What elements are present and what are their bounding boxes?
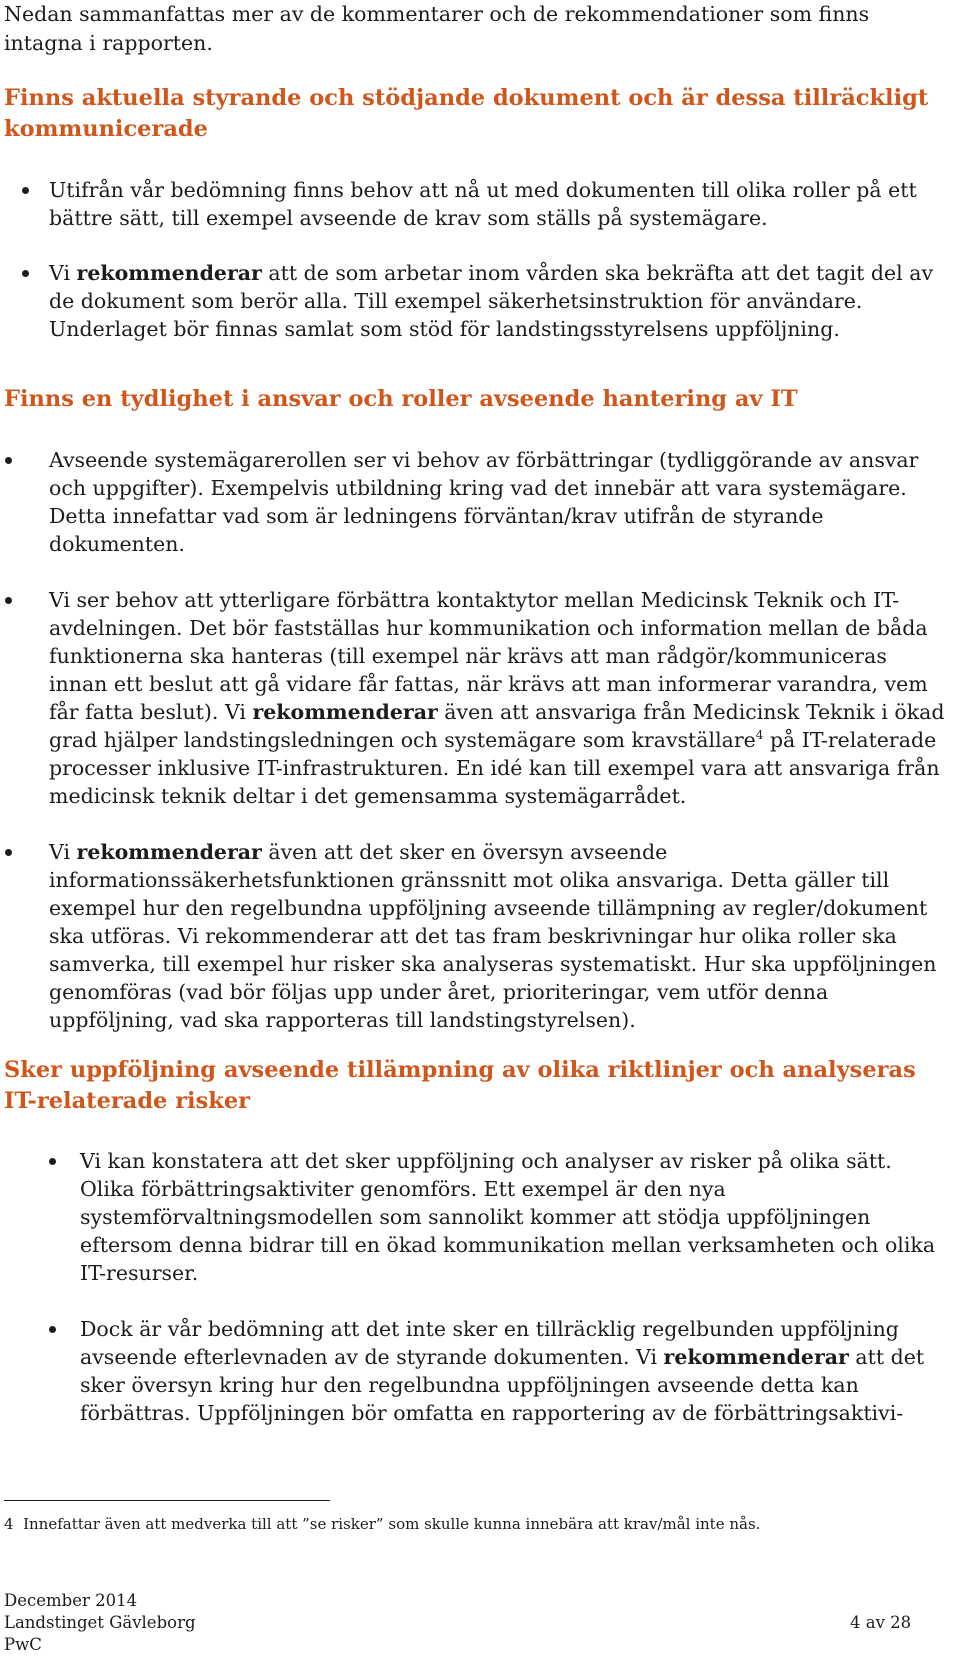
bullet-icon [5, 849, 12, 856]
footnote-reference: 4 [755, 728, 764, 743]
footnote [4, 1514, 944, 1534]
section-documents-list [0, 176, 950, 343]
bullet-text: Avseende systemägarerollen ser vi behov av förbättringar (tydliggörande av ansvar och uppgifter). Exempelvis utbildning kring vad det innebär att vara systemägare. Detta innefattar vad som är ledningens förväntan/krav utifrån de styrande dokumenten. [49, 448, 919, 556]
bullet-icon [5, 597, 12, 604]
list-item [0, 1315, 950, 1427]
footnote-text: Innefattar även att medverka till att ”se risker” som skulle kunna innebära att krav/mål inte nås. [23, 1515, 761, 1533]
bullet-text: Vi rekommenderar att de som arbetar inom vården ska bekräfta att det tagit del av de dokument som berör alla. Till exempel säkerhetsinstruktion för användare. Underlaget bör finnas samlat som stöd för landstingsstyrelsens uppföljning. [49, 261, 934, 341]
footnote-divider [4, 1500, 330, 1501]
emphasis-recommend: rekommenderar [76, 840, 262, 864]
section-heading-roles: Finns en tydlighet i ansvar och roller avseende hantering av IT [4, 386, 798, 412]
bullet-text: Vi kan konstatera att det sker uppföljning och analyser av risker på olika sätt. Olika förbättringsaktiviter genomförs. Ett exempel är den nya systemförvaltningsmodellen som sannolikt kommer att stödja uppföljningen eftersom denna bidrar till en ökad kommunikation mellan verksamheten och olika IT-resurser. [80, 1149, 936, 1285]
footer-organization: Landstinget Gävleborg [4, 1613, 196, 1632]
section-roles-list [0, 446, 950, 1034]
bullet-icon [22, 270, 29, 277]
bullet-text: Utifrån vår bedömning finns behov att nå ut med dokumenten till olika roller på ett bättre sätt, till exempel avseende de krav som ställs på systemägare. [49, 178, 917, 230]
bullet-text: Vi rekommenderar även att det sker en översyn avseende informationssäkerhetsfunktionen gränssnitt mot olika ansvariga. Detta gäller till exempel hur den regelbundna uppföljning avseende tillämpning av regler/dokument ska utföras. Vi rekommenderar att det tas fram beskrivningar hur olika roller ska samverka, till exempel hur risker ska analyseras systematiskt. Hur ska uppföljningen genomföras (vad bör följas upp under året, prioriteringar, vem utför denna uppföljning, vad ska rapporteras till landstingstyrelsen). [49, 840, 937, 1032]
bullet-icon [49, 1326, 56, 1333]
bullet-icon [5, 457, 12, 464]
bullet-icon [22, 187, 29, 194]
footer-date: December 2014 [4, 1591, 138, 1610]
section-followup-list [0, 1147, 950, 1427]
section-heading-followup: Sker uppföljning avseende tillämpning av olika riktlinjer och analyseras IT-relaterade risker [4, 1057, 916, 1114]
bullet-text: Dock är vår bedömning att det inte sker en tillräcklig regelbunden uppföljning avseende efterlevnaden av de styrande dokumenten. Vi rekommenderar att det sker översyn kring hur den regelbundna uppföljningen avseende detta kan förbättras. Uppföljningen bör omfatta en rapportering av de förbättringsaktivi- [80, 1317, 925, 1425]
emphasis-recommend: rekommenderar [663, 1345, 849, 1369]
bullet-text: Vi ser behov att ytterligare förbättra kontaktytor mellan Medicinsk Teknik och IT-avdelningen. Det bör fastställas hur kommunikation och information mellan de båda funktionerna ska hanteras (till exempel när krävs att man rådgör/kommuniceras innan ett beslut att gå vidare får fattas, när krävs att man informerar varandra, vem får fatta beslut). Vi rekommenderar även att ansvariga från Medicinsk Teknik i ökad grad hjälper landstingsledningen och systemägare som kravställare$^4$ på IT-relaterade processer inklusive IT-infrastrukturen. En idé kan till exempel vara att ansvariga från medicinsk teknik deltar i det gemensamma systemägarrådet. [49, 588, 945, 808]
page-footer [4, 1590, 196, 1656]
page-number: 4 av 28 [850, 1613, 912, 1632]
list-item [0, 446, 950, 558]
footnote-number: 4 [4, 1515, 14, 1533]
bullet-icon [49, 1158, 56, 1165]
list-item [0, 176, 950, 232]
list-item [0, 1147, 950, 1287]
intro-paragraph: Nedan sammanfattas mer av de kommentarer och de rekommendationer som finns intagna i rapporten. [4, 2, 870, 55]
list-item [0, 586, 950, 810]
footer-company: PwC [4, 1635, 42, 1654]
emphasis-recommend: rekommenderar [76, 261, 262, 285]
list-item [0, 838, 950, 1034]
list-item [0, 259, 950, 343]
emphasis-recommend: rekommenderar [252, 700, 438, 724]
section-heading-documents: Finns aktuella styrande och stödjande dokument och är dessa tillräckligt kommunicerade [4, 85, 929, 142]
